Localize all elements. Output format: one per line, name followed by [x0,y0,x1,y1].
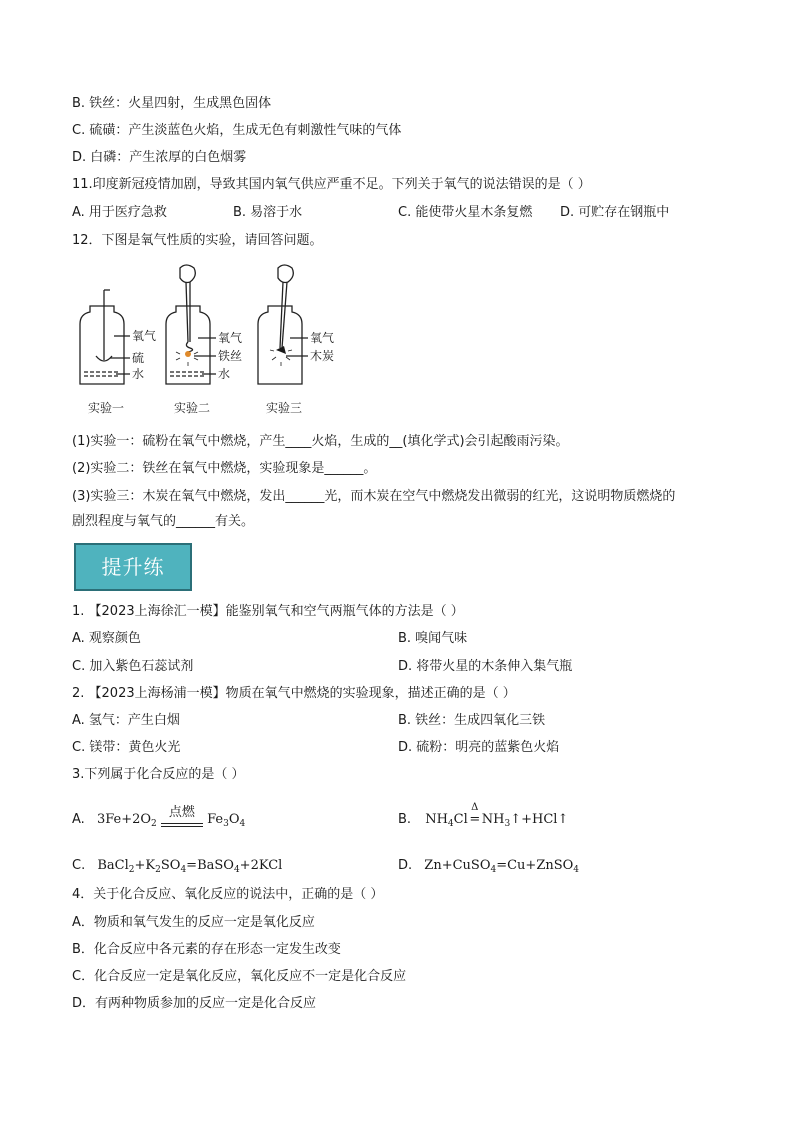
p1-option-c: C. 加入紫色石蕊试剂 [72,659,194,674]
oxygen-experiments-figure [66,262,356,422]
p3-option-b-equation: $NH_4Cl$ Δ = $NH_3↑+HCl↑$ [425,802,569,829]
exp3-caption: 实验三 [266,401,303,415]
q10-option-b: B. 铁丝：火星四射，生成黑色固体 [72,96,272,111]
q12-stem: 12．下图是氧气性质的实验，请回答问题。 [72,233,323,248]
p2-option-d: D. 硫粉：明亮的蓝紫色火焰 [398,740,560,755]
q11-option-a: A. 用于医疗急救 [72,205,167,220]
exp2-label-water: 水 [218,367,231,381]
p3-option-b-arrow: Δ = [469,802,481,827]
p1-option-d: D. 将带火星的木条伸入集气瓶 [398,659,573,674]
q12-sub3-line2: 剧烈程度与氧气的______有关。 [72,514,255,529]
p3-option-a-equation: $3Fe+2O_2$ 点燃 $Fe_3O_4$ [97,812,245,827]
p4-option-d: D．有两种物质参加的反应一定是化合反应 [72,996,317,1011]
p3-option-a-label: A. [72,812,85,827]
p3-option-a [72,805,246,832]
p2-option-b: B. 铁丝：生成四氧化三铁 [398,713,546,728]
p3-option-d-equation: Zn+CuSO$_4$=Cu+ZnSO$_4$ [424,858,580,875]
p3-option-d-label: D. [398,858,413,873]
exp1-label-oxygen: 氧气 [132,329,157,343]
p3-option-c-equation: $BaCl_2+K_2SO_4=BaSO_4+2KCl$ [97,858,283,875]
glow-rays-icon [270,350,292,366]
section-badge: 提升练 [74,543,192,591]
p3-option-b-label: B. [398,812,412,827]
iron-wire-flame [185,351,191,357]
exp2-label-iron-wire: 铁丝 [218,349,243,363]
p2-option-a: A. 氢气：产生白烟 [72,713,180,728]
exp3-label-oxygen: 氧气 [310,331,335,345]
p3-option-a-arrow: 点燃 [161,823,203,832]
q12-sub1: (1)实验一：硫粉在氧气中燃烧，产生____火焰，生成的__(填化学式)会引起酸雨污染。 [72,434,569,449]
p3-option-c [72,858,282,878]
q11-stem: 11.印度新冠疫情加剧，导致其国内氧气供应严重不足。下列关于氧气的说法错误的是（ ） [72,177,591,192]
exp1-label-water: 水 [132,367,145,381]
q10-option-c: C. 硫磺：产生淡蓝色火焰，生成无色有刺激性气味的气体 [72,123,402,138]
p3-option-c-label: C. [72,858,86,873]
p4-option-c: C．化合反应一定是氧化反应，氧化反应不一定是化合反应 [72,969,407,984]
experiment-1-apparatus [80,290,130,384]
exp2-caption: 实验二 [174,401,211,415]
p3-stem: 3.下列属于化合反应的是（ ） [72,767,245,782]
experiment-2-apparatus [166,265,216,384]
charcoal-icon [276,346,286,354]
p3-option-d [398,858,579,878]
q12-sub2: (2)实验二：铁丝在氧气中燃烧，实验现象是______。 [72,461,377,476]
exp2-label-oxygen: 氧气 [218,331,243,345]
q11-option-d: D. 可贮存在钢瓶中 [560,205,670,220]
p2-stem: 2. 【2023上海杨浦一模】物质在氧气中燃烧的实验现象，描述正确的是（ ） [72,686,516,701]
p4-stem: 4．关于化合反应、氧化反应的说法中，正确的是（ ） [72,887,384,902]
p1-option-a: A. 观察颜色 [72,631,141,646]
p2-option-c: C. 镁带：黄色火光 [72,740,181,755]
experiment-3-apparatus [258,265,308,384]
q11-option-c: C. 能使带火星木条复燃 [398,205,533,220]
q12-sub3-line1: (3)实验三：木炭在氧气中燃烧，发出______光，而木炭在空气中燃烧发出微弱的红光，这说明物质燃烧的 [72,489,676,504]
p3-option-b [398,802,569,832]
exp1-label-sulfur: 硫 [132,351,145,365]
q10-option-d: D. 白磷：产生浓厚的白色烟雾 [72,150,247,165]
p4-option-b: B．化合反应中各元素的存在形态一定发生改变 [72,942,341,957]
p1-stem: 1. 【2023上海徐汇一模】能鉴别氧气和空气两瓶气体的方法是（ ） [72,604,464,619]
p4-option-a: A．物质和氧气发生的反应一定是氧化反应 [72,915,315,930]
q11-option-b: B. 易溶于水 [233,205,303,220]
exp1-caption: 实验一 [88,401,125,415]
p1-option-b: B. 嗅闻气味 [398,631,468,646]
exp3-label-charcoal: 木炭 [310,349,335,363]
